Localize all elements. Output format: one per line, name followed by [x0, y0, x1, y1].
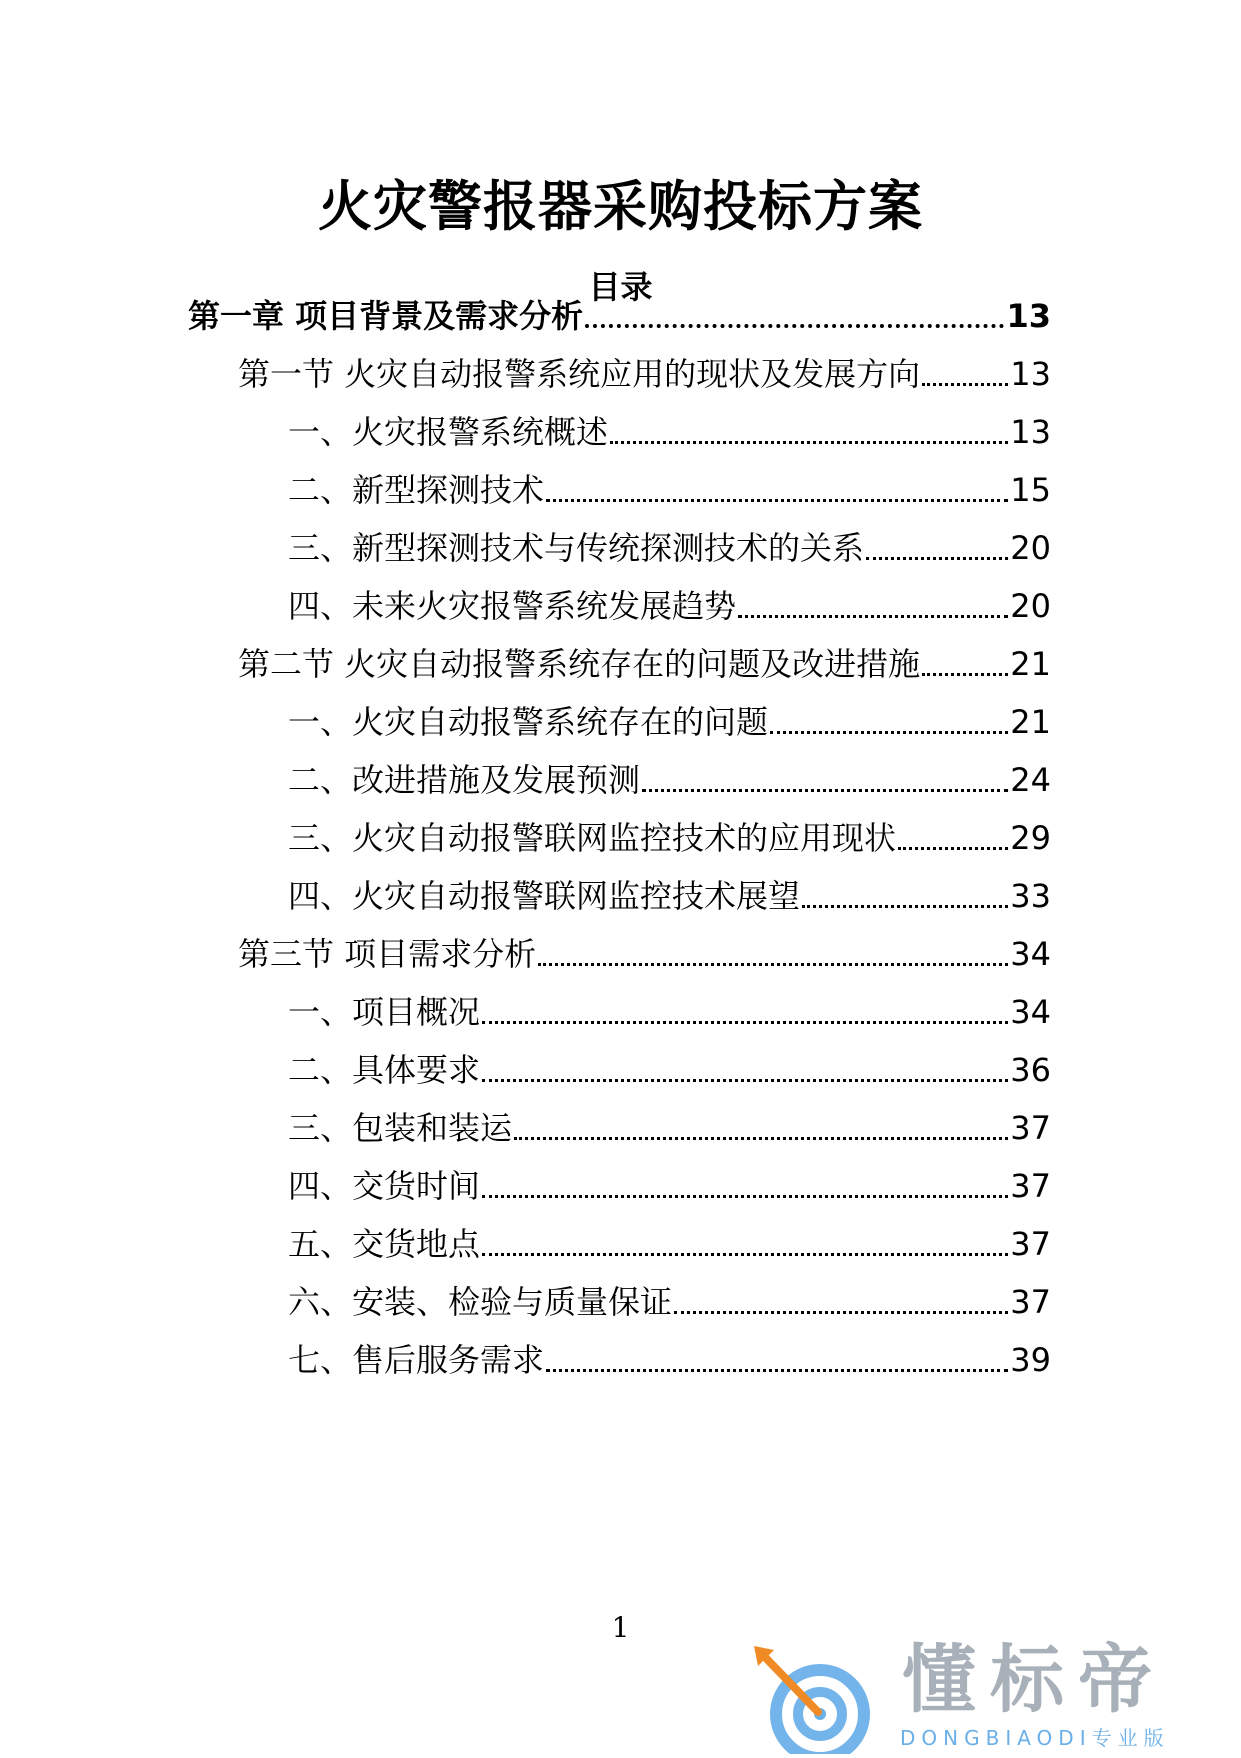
toc-entry-label: 三、火灾自动报警联网监控技术的应用现状: [288, 819, 897, 857]
toc-leader-dots: [898, 847, 1008, 850]
toc-entry[interactable]: [288, 1280, 1051, 1324]
toc-entry[interactable]: [288, 758, 1051, 802]
toc-entry-label: 三、新型探测技术与传统探测技术的关系: [288, 529, 865, 567]
toc-entry-page: 13: [1006, 297, 1051, 335]
watermark-brand: 懂标帝: [902, 1637, 1166, 1723]
toc-entry-label: 一、项目概况: [288, 993, 481, 1031]
toc-entry-label: 第一章 项目背景及需求分析: [188, 297, 584, 335]
toc-leader-dots: [538, 963, 1008, 966]
toc-leader-dots: [585, 324, 1004, 328]
toc-entry-page: 34: [1010, 935, 1051, 973]
toc-entry-label: 二、新型探测技术: [288, 471, 545, 509]
toc-entry-page: 34: [1010, 993, 1051, 1031]
toc-leader-dots: [514, 1137, 1008, 1140]
toc-entry-page: 20: [1010, 587, 1051, 625]
watermark-subtitle: DONGBIAODI专业版: [900, 1726, 1170, 1750]
toc-leader-dots: [546, 499, 1008, 502]
toc-entry[interactable]: [238, 932, 1051, 976]
toc-leader-dots: [802, 905, 1008, 908]
toc-entry-page: 37: [1010, 1109, 1051, 1147]
toc-leader-dots: [546, 1369, 1008, 1372]
toc-leader-dots: [610, 441, 1008, 444]
toc-entry-label: 三、包装和装运: [288, 1109, 513, 1147]
toc-leader-dots: [922, 383, 1008, 386]
document-title: 火灾警报器采购投标方案: [318, 175, 923, 238]
toc-leader-dots: [482, 1195, 1008, 1198]
toc-entry-page: 21: [1010, 703, 1051, 741]
toc-entry-label: 二、具体要求: [288, 1051, 481, 1089]
toc-entry-label: 二、改进措施及发展预测: [288, 761, 641, 799]
toc-entry-label: 四、交货时间: [288, 1167, 481, 1205]
toc-entry[interactable]: [288, 874, 1051, 918]
toc-leader-dots: [770, 731, 1008, 734]
toc-entry-page: 33: [1010, 877, 1051, 915]
toc-entry-page: 39: [1010, 1341, 1051, 1379]
toc-entry-page: 15: [1010, 471, 1051, 509]
toc-entry-label: 七、售后服务需求: [288, 1341, 545, 1379]
toc-entry-label: 第一节 火灾自动报警系统应用的现状及发展方向: [238, 355, 921, 393]
toc-entry[interactable]: [288, 1338, 1051, 1382]
target-arrow-icon: [740, 1636, 890, 1754]
toc-leader-dots: [922, 673, 1008, 676]
toc-entry-page: 21: [1010, 645, 1051, 683]
toc-leader-dots: [482, 1253, 1008, 1256]
toc-leader-dots: [482, 1079, 1008, 1082]
toc-entry-label: 一、火灾报警系统概述: [288, 413, 609, 451]
toc-entry-label: 第二节 火灾自动报警系统存在的问题及改进措施: [238, 645, 921, 683]
toc-leader-dots: [642, 789, 1008, 792]
toc-entry[interactable]: [238, 352, 1051, 396]
toc-entry[interactable]: [288, 584, 1051, 628]
toc-entry-page: 36: [1010, 1051, 1051, 1089]
toc-entry-page: 37: [1010, 1167, 1051, 1205]
toc-entry-page: 13: [1010, 413, 1051, 451]
toc-entry[interactable]: [188, 294, 1051, 338]
watermark: [740, 1636, 1210, 1754]
toc-entry[interactable]: [288, 410, 1051, 454]
toc-entry-page: 29: [1010, 819, 1051, 857]
toc-entry-label: 第三节 项目需求分析: [238, 935, 537, 973]
toc-entry-label: 一、火灾自动报警系统存在的问题: [288, 703, 769, 741]
toc-entry-label: 四、未来火灾报警系统发展趋势: [288, 587, 737, 625]
toc-entry-page: 24: [1010, 761, 1051, 799]
toc-entry-label: 六、安装、检验与质量保证: [288, 1283, 673, 1321]
toc-entry[interactable]: [238, 642, 1051, 686]
toc-entry-page: 37: [1010, 1225, 1051, 1263]
toc-entry-label: 四、火灾自动报警联网监控技术展望: [288, 877, 801, 915]
toc-entry[interactable]: [288, 990, 1051, 1034]
toc-leader-dots: [866, 557, 1008, 560]
toc-leader-dots: [482, 1021, 1008, 1024]
toc-entry-page: 37: [1010, 1283, 1051, 1321]
toc-entry[interactable]: [288, 700, 1051, 744]
toc-leader-dots: [738, 615, 1008, 618]
toc-leader-dots: [674, 1311, 1008, 1314]
toc-entry-page: 13: [1010, 355, 1051, 393]
toc-entry[interactable]: [288, 1106, 1051, 1150]
toc-entry[interactable]: [288, 468, 1051, 512]
toc-entry-page: 20: [1010, 529, 1051, 567]
toc-entry[interactable]: [288, 816, 1051, 860]
toc-entry[interactable]: [288, 1048, 1051, 1092]
toc-entry[interactable]: [288, 526, 1051, 570]
toc-entry[interactable]: [288, 1164, 1051, 1208]
toc-heading: 目录: [588, 268, 653, 306]
toc-entry-label: 五、交货地点: [288, 1225, 481, 1263]
toc-entry[interactable]: [288, 1222, 1051, 1266]
page-number: 1: [611, 1611, 630, 1644]
